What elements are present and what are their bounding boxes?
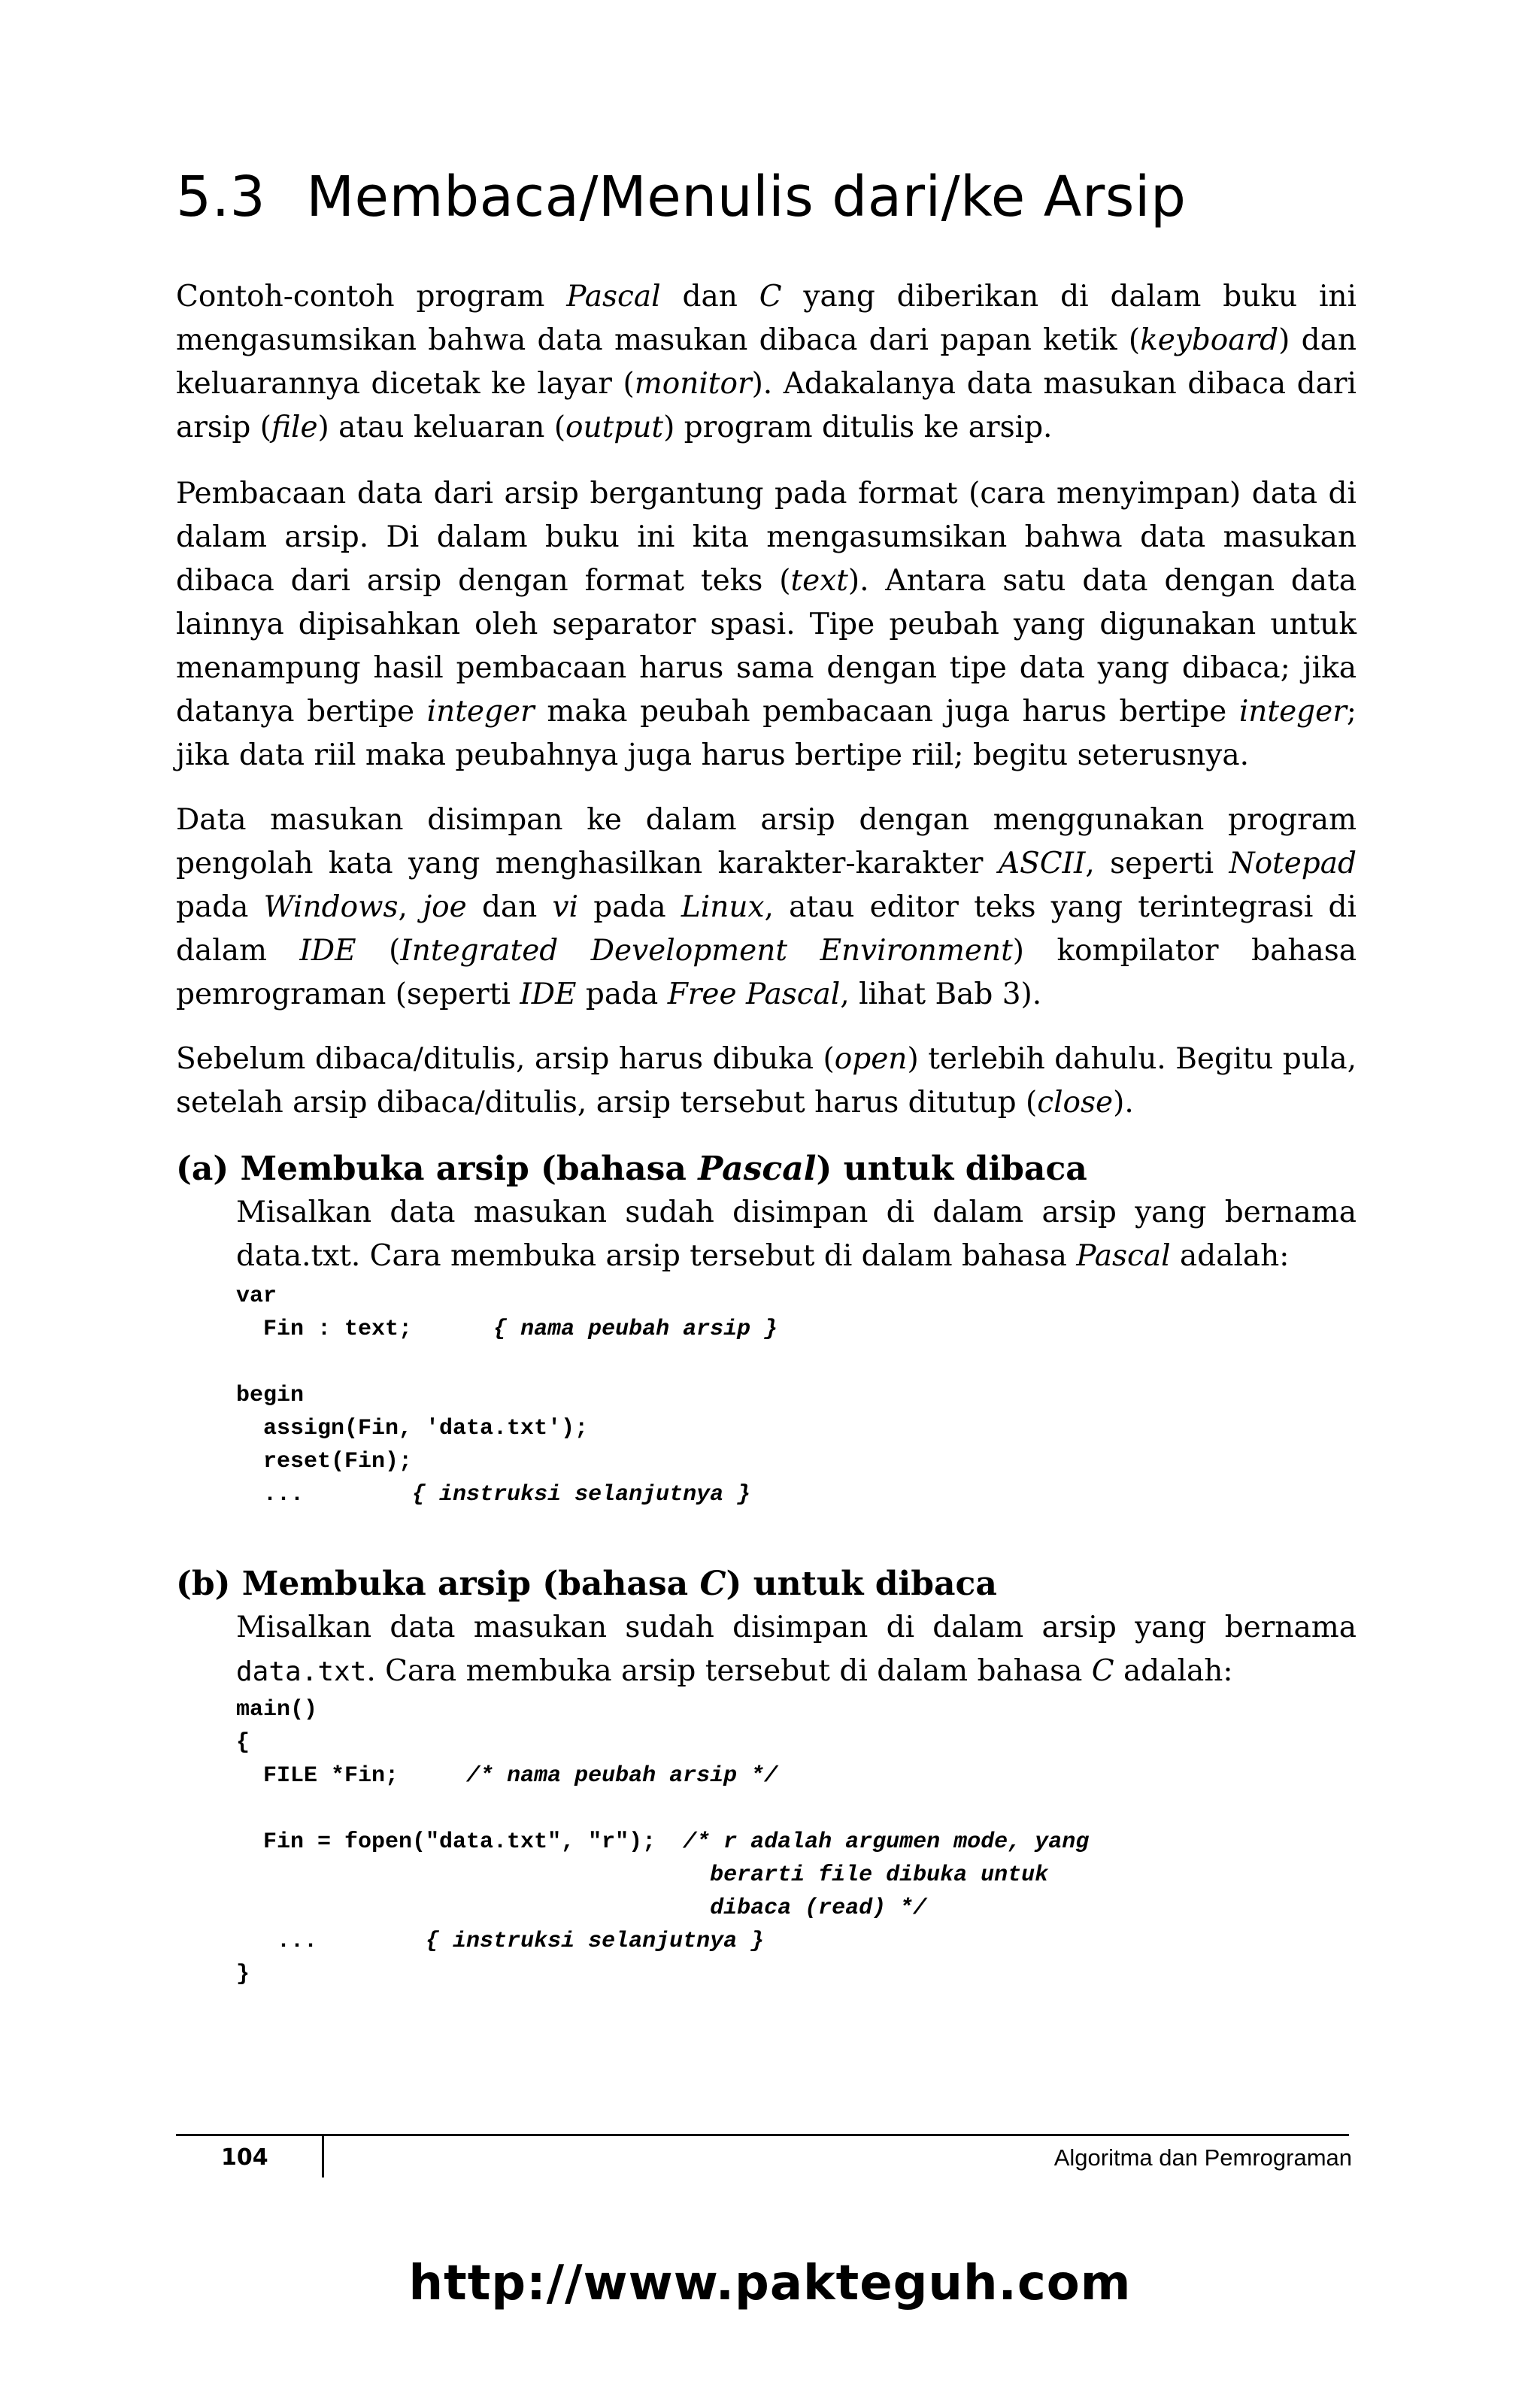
code-line: dibaca (read) */ [710,1896,927,1921]
code-line [236,1793,1089,1826]
section-number: 5.3 [176,165,266,229]
book-title: Algoritma dan Pemrograman [1053,2144,1352,2171]
code-line: } [236,1962,250,1987]
code-line: berarti file dibuka untuk [710,1862,1049,1888]
code-line: ... { instruksi selanjutnya } [236,1482,751,1508]
subsection-a-text: Misalkan data masukan sudah disimpan di dalam arsip yang bernama data.txt. Cara membuka arsip tersebut di dalam bahasa Pascal adalah: [236,1196,1357,1273]
code-line: reset(Fin); [236,1449,413,1474]
section-title-text: Membaca/Menulis dari/ke Arsip [306,165,1187,229]
paragraph-reading-format: Pembacaan data dari arsip bergantung pada format (cara menyimpan) data di dalam arsip. Di dalam buku ini kita mengasumsikan bahwa data masukan dibaca dari arsip dengan format teks (text). Antara satu data dengan data lainnya dipisahkan oleh separator spasi. Tipe peubah yang digunakan untuk menampung hasil pembacaan harus sama dengan tipe data yang dibaca; jika datanya bertipe integer maka peubah pembacaan juga harus bertipe integer; jika data riil maka peubahnya juga harus bertipe riil; begitu seterusnya. [176,477,1357,772]
code-line: assign(Fin, 'data.txt'); [236,1416,589,1441]
code-line: ... { instruksi selanjutnya } [236,1929,765,1954]
code-block-c [236,1693,1089,1991]
subsection-b-text: Misalkan data masukan sudah disimpan di dalam arsip yang bernama data.txt. Cara membuka arsip tersebut di dalam bahasa C adalah: [236,1611,1357,1688]
code-line: Fin = fopen("data.txt", "r"); /* r adalah argumen mode, yang [236,1829,1090,1855]
code-line: Fin : text; { nama peubah arsip } [236,1317,778,1342]
code-line: FILE *Fin; /* nama peubah arsip */ [236,1763,778,1789]
section-title [176,167,1186,228]
subsection-b-heading: (b) Membuka arsip (bahasa C) untuk dibaca [176,1565,997,1603]
subsection-a-heading: (a) Membuka arsip (bahasa Pascal) untuk dibaca [176,1150,1087,1188]
watermark-url: http://www.pakteguh.com [408,2256,1132,2311]
code-block-pascal [236,1280,778,1511]
footer-rule [176,2134,1349,2136]
code-line: main() [236,1697,318,1723]
footer-divider [322,2135,324,2177]
paragraph-open-close: Sebelum dibaca/ditulis, arsip harus dibuka (open) terlebih dahulu. Begitu pula, setelah arsip dibaca/ditulis, arsip tersebut harus ditutup (close). [176,1042,1357,1120]
code-line: var [236,1283,277,1309]
page-number: 104 [221,2144,268,2171]
code-line [236,1346,778,1379]
paragraph-input-storage: Data masukan disimpan ke dalam arsip dengan menggunakan program pengolah kata yang menghasilkan karakter-karakter ASCII, seperti Notepad pada Windows, joe dan vi pada Linux, atau editor teks yang terintegrasi di dalam IDE (Integrated Development Environment) kompilator bahasa pemrograman (seperti IDE pada Free Pascal, lihat Bab 3). [176,803,1357,1011]
code-line: begin [236,1383,305,1408]
paragraph-intro: Contoh-contoh program Pascal dan C yang diberikan di dalam buku ini mengasumsikan bahwa data masukan dibaca dari papan ketik (keyboard) dan keluarannya dicetak ke layar (monitor). Adakalanya data masukan dibaca dari arsip (file) atau keluaran (output) program ditulis ke arsip. [176,280,1357,444]
code-line: { [236,1730,250,1756]
